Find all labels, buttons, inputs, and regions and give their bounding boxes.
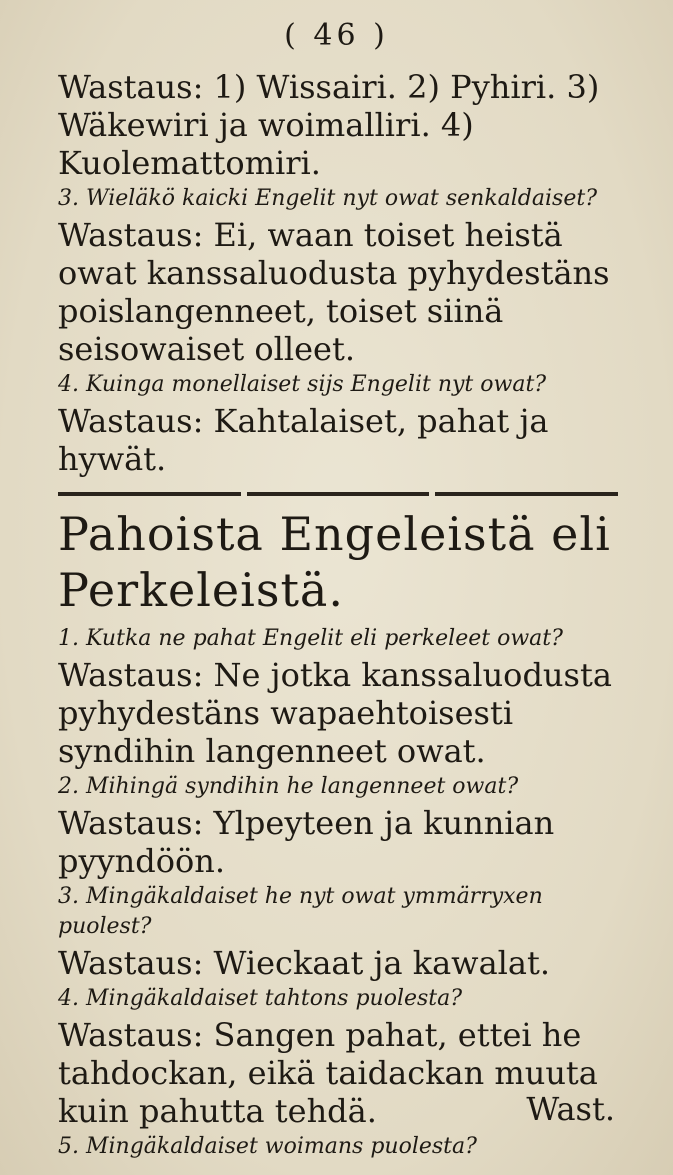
question-text: 2. Mihingä syndihin he langenneet owat?	[58, 774, 519, 799]
answer-text: Wastaus: Sangen pahat, ettei he tahdockan, eikä taidackan muuta kuin pahutta tehdä.	[58, 1016, 598, 1130]
question-text: 3. Mingäkaldaiset he nyt owat ymmärryxen puolest?	[58, 884, 543, 939]
question-text: 3. Wieläkö kaicki Engelit nyt owat senkaldaiset?	[58, 186, 597, 211]
catchword: Wast.	[526, 1090, 615, 1128]
answer-text: Wastaus: Kahtalaiset, pahat ja hywät.	[58, 402, 549, 478]
answer-text: Wastaus: Wieckaat ja kawalat.	[58, 944, 550, 982]
answer-text: Wastaus: Ne jotka kanssaluodusta pyhydestäns wapaehtoisesti syndihin langenneet owat.	[58, 656, 612, 770]
question-text: 5. Mingäkaldaiset woimans puolesta?	[58, 1134, 477, 1159]
answer-text: Wastaus: 1) Wissairi. 2) Pyhiri. 3) Wäkewiri ja woimalliri. 4) Kuolemattomiri.	[58, 68, 600, 182]
catechism-section-1	[58, 68, 638, 478]
question-text: 4. Kuinga monellaiset sijs Engelit nyt owat?	[58, 372, 547, 397]
answer-text: Wastaus: Ylpeyteen ja kunnian pyyndöön.	[58, 804, 555, 880]
section-divider	[58, 492, 618, 496]
page-number: ( 46 )	[284, 18, 389, 53]
section-heading: Pahoista Engeleistä eli Perkeleistä.	[58, 507, 611, 617]
question-text: 1. Kutka ne pahat Engelit eli perkeleet owat?	[58, 626, 563, 651]
answer-text: Wastaus: Ei, waan toiset heistä owat kanssaluodusta pyhydestäns poislangenneet, toiset siinä seisowaiset olleet.	[58, 216, 610, 368]
catechism-section-2	[58, 624, 638, 1162]
question-text: 4. Mingäkaldaiset tahtons puolesta?	[58, 986, 463, 1011]
page-content	[58, 68, 638, 1164]
